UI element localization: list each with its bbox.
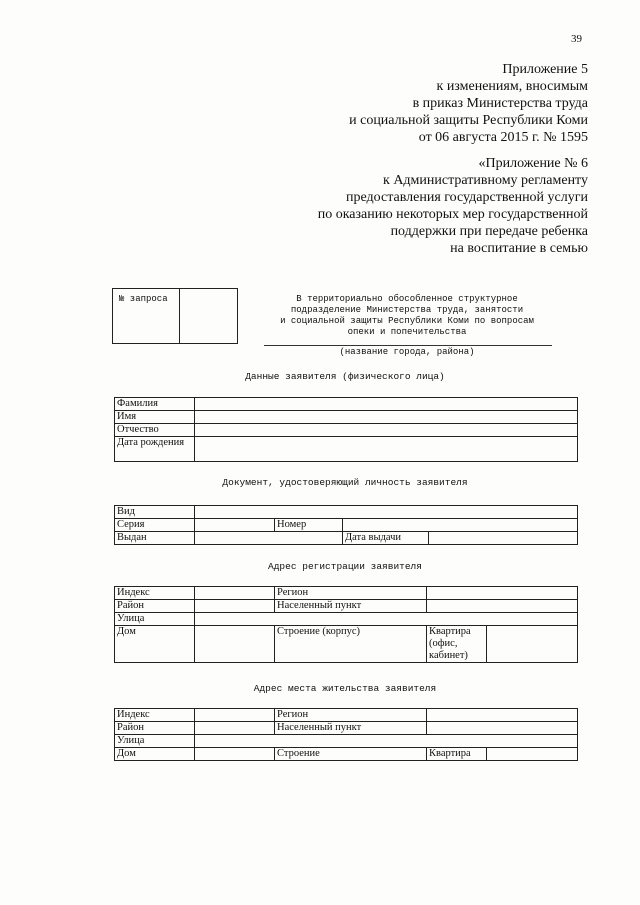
doc-issue-date-label: Дата выдачи bbox=[343, 532, 429, 545]
applicant-table bbox=[114, 397, 578, 462]
birth-date-field[interactable] bbox=[195, 437, 578, 462]
reg-house-field[interactable] bbox=[195, 626, 275, 663]
live-house-label: Дом bbox=[115, 748, 195, 761]
table-row bbox=[115, 437, 578, 462]
live-apartment-field[interactable] bbox=[487, 748, 578, 761]
doc-series-field[interactable] bbox=[195, 519, 275, 532]
table-row bbox=[115, 748, 578, 761]
live-region-field[interactable] bbox=[427, 709, 578, 722]
appendix-header-line: в приказ Министерства труда bbox=[412, 96, 588, 111]
table-row bbox=[115, 424, 578, 437]
table-row bbox=[115, 722, 578, 735]
page-number: 39 bbox=[571, 33, 582, 45]
live-building-label: Строение bbox=[275, 748, 427, 761]
surname-field[interactable] bbox=[195, 398, 578, 411]
reglament-header bbox=[318, 155, 588, 257]
reg-index-field[interactable] bbox=[195, 587, 275, 600]
appendix-header-line: к изменениям, вносимым bbox=[436, 79, 588, 94]
live-region-label: Регион bbox=[275, 709, 427, 722]
patronymic-label: Отчество bbox=[115, 424, 195, 437]
reg-region-field[interactable] bbox=[427, 587, 578, 600]
doc-issue-date-field[interactable] bbox=[429, 532, 578, 545]
reg-address-section-title: Адрес регистрации заявителя bbox=[268, 561, 422, 572]
patronymic-field[interactable] bbox=[195, 424, 578, 437]
identity-doc-section-title: Документ, удостоверяющий личность заявителя bbox=[222, 477, 468, 488]
live-address-table bbox=[114, 708, 578, 761]
applicant-section-title: Данные заявителя (физического лица) bbox=[245, 371, 445, 382]
department-line: и социальной защиты Республики Коми по вопросам bbox=[280, 316, 534, 326]
doc-issued-by-field[interactable] bbox=[195, 532, 343, 545]
department-line: опеки и попечительства bbox=[347, 327, 467, 337]
request-number-divider bbox=[179, 289, 180, 343]
live-house-field[interactable] bbox=[195, 748, 275, 761]
table-row bbox=[115, 600, 578, 613]
department-address bbox=[258, 294, 556, 338]
appendix-header-line: и социальной защиты Республики Коми bbox=[349, 113, 588, 128]
request-number-box bbox=[112, 288, 238, 344]
table-row bbox=[115, 735, 578, 748]
live-address-section-title: Адрес места жительства заявителя bbox=[253, 683, 437, 694]
live-index-label: Индекс bbox=[115, 709, 195, 722]
live-locality-field[interactable] bbox=[427, 722, 578, 735]
surname-label: Фамилия bbox=[115, 398, 195, 411]
reg-house-label: Дом bbox=[115, 626, 195, 663]
department-line: подразделение Министерства труда, занятости bbox=[290, 305, 524, 315]
appendix-header-line: Приложение 5 bbox=[502, 62, 588, 77]
doc-number-label: Номер bbox=[275, 519, 343, 532]
first-name-label: Имя bbox=[115, 411, 195, 424]
birth-date-label: Дата рождения bbox=[115, 437, 195, 462]
doc-issued-by-label: Выдан bbox=[115, 532, 195, 545]
table-row bbox=[115, 709, 578, 722]
appendix-header bbox=[349, 61, 588, 146]
city-fill-line bbox=[264, 345, 552, 346]
table-row bbox=[115, 626, 578, 663]
reg-street-field[interactable] bbox=[195, 613, 578, 626]
reg-locality-label: Населенный пункт bbox=[275, 600, 427, 613]
live-index-field[interactable] bbox=[195, 709, 275, 722]
table-row bbox=[115, 613, 578, 626]
request-number-label: № запроса bbox=[119, 294, 168, 304]
reg-address-table bbox=[114, 586, 578, 663]
reg-district-label: Район bbox=[115, 600, 195, 613]
first-name-field[interactable] bbox=[195, 411, 578, 424]
live-apartment-label: Квартира bbox=[427, 748, 487, 761]
table-row bbox=[115, 532, 578, 545]
reglament-header-line: к Административному регламенту bbox=[383, 173, 588, 188]
reg-index-label: Индекс bbox=[115, 587, 195, 600]
reg-apartment-field[interactable] bbox=[487, 626, 578, 663]
reg-locality-field[interactable] bbox=[427, 600, 578, 613]
table-row bbox=[115, 398, 578, 411]
doc-series-label: Серия bbox=[115, 519, 195, 532]
reg-apartment-label: Квартира (офис, кабинет) bbox=[427, 626, 487, 663]
reglament-header-line: «Приложение № 6 bbox=[478, 156, 588, 171]
reg-region-label: Регион bbox=[275, 587, 427, 600]
doc-number-field[interactable] bbox=[343, 519, 578, 532]
table-row bbox=[115, 411, 578, 424]
doc-type-field[interactable] bbox=[195, 506, 578, 519]
live-locality-label: Населенный пункт bbox=[275, 722, 427, 735]
live-street-field[interactable] bbox=[195, 735, 578, 748]
live-district-label: Район bbox=[115, 722, 195, 735]
appendix-header-line: от 06 августа 2015 г. № 1595 bbox=[418, 130, 588, 145]
reglament-header-line: предоставления государственной услуги bbox=[346, 190, 588, 205]
identity-doc-table bbox=[114, 505, 578, 545]
reg-district-field[interactable] bbox=[195, 600, 275, 613]
city-caption: (название города, района) bbox=[339, 347, 475, 357]
table-row bbox=[115, 506, 578, 519]
doc-type-label: Вид bbox=[115, 506, 195, 519]
department-line: В территориально обособленное структурное bbox=[296, 294, 518, 304]
live-street-label: Улица bbox=[115, 735, 195, 748]
reg-street-label: Улица bbox=[115, 613, 195, 626]
live-district-field[interactable] bbox=[195, 722, 275, 735]
reglament-header-line: на воспитание в семью bbox=[450, 241, 588, 256]
reglament-header-line: поддержки при передаче ребенка bbox=[390, 224, 588, 239]
table-row bbox=[115, 587, 578, 600]
table-row bbox=[115, 519, 578, 532]
reglament-header-line: по оказанию некоторых мер государственной bbox=[317, 207, 588, 222]
reg-building-label: Строение (корпус) bbox=[275, 626, 427, 663]
